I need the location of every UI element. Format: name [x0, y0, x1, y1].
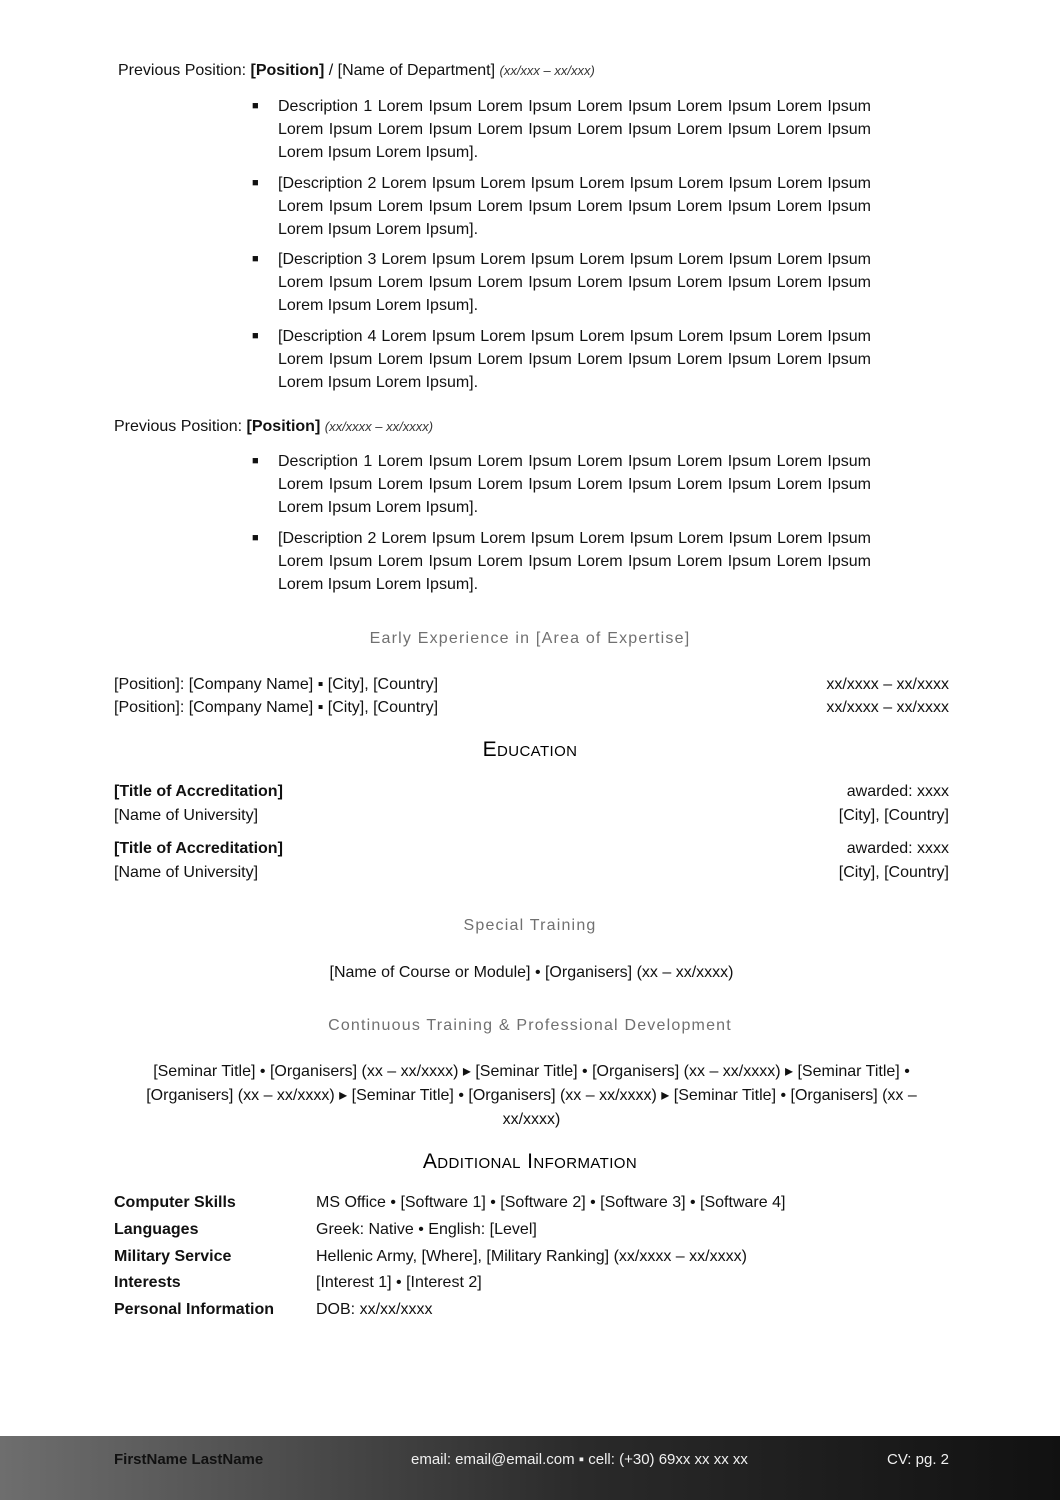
- accreditation-title: [Title of Accreditation]: [114, 783, 283, 800]
- position-1-descriptions: [250, 95, 871, 401]
- additional-info-row: [114, 1297, 949, 1324]
- special-training-text: [Name of Course or Module] • [Organisers] (xx – xx/xxxx): [329, 964, 734, 981]
- awarded-date: awarded: xxxx: [846, 783, 949, 800]
- list-item: ■ [Description 2 Lorem Ipsum Lorem Ipsum Lorem Ipsum Lorem Ipsum Lorem Ipsum Lorem Ipsum Lorem Ipsum Lorem Ipsum Lorem Ipsum Lorem Ipsum Lorem Ipsum Lorem Ipsum Lorem Ipsum].: [250, 172, 871, 241]
- list-item: ■ [Description 2 Lorem Ipsum Lorem Ipsum Lorem Ipsum Lorem Ipsum Lorem Ipsum Lorem Ipsum Lorem Ipsum Lorem Ipsum Lorem Ipsum Lorem Ipsum Lorem Ipsum Lorem Ipsum Lorem Ipsum].: [250, 527, 871, 596]
- info-value: MS Office • [Software 1] • [Software 2] • [Software 3] • [Software 4]: [316, 1194, 786, 1211]
- info-value: DOB: xx/xx/xxxx: [316, 1301, 433, 1318]
- continuous-training-heading: Continuous Training & Professional Development: [328, 1017, 732, 1034]
- continuous-training-line: [Seminar Title] • [Organisers] (xx – xx/xxxx) ▸ [Seminar Title] • [Organisers] (xx – xx/xxxx) ▸ [Seminar Title] •: [153, 1063, 910, 1080]
- info-label: Personal Information: [114, 1301, 275, 1318]
- info-label: Military Service: [114, 1248, 232, 1265]
- early-experience-heading: Early Experience in [Area of Expertise]: [369, 630, 691, 647]
- list-item: ■ [Description 3 Lorem Ipsum Lorem Ipsum Lorem Ipsum Lorem Ipsum Lorem Ipsum Lorem Ipsum Lorem Ipsum Lorem Ipsum Lorem Ipsum Lorem Ipsum Lorem Ipsum Lorem Ipsum Lorem Ipsum].: [250, 248, 871, 317]
- position-2-title: [Position]: [246, 418, 321, 435]
- special-training-heading: Special Training: [463, 917, 597, 934]
- info-value: [Interest 1] • [Interest 2]: [316, 1274, 482, 1291]
- list-item: ■ Description 1 Lorem Ipsum Lorem Ipsum Lorem Ipsum Lorem Ipsum Lorem Ipsum Lorem Ipsum Lorem Ipsum Lorem Ipsum Lorem Ipsum Lorem Ipsum Lorem Ipsum Lorem Ipsum Lorem Ipsum].: [250, 95, 871, 164]
- additional-info-row: [114, 1190, 949, 1217]
- info-value: Greek: Native • English: [Level]: [316, 1221, 537, 1238]
- early-experience-row: [Position]: [Company Name] ▪ [City], [Country] xx/xxxx – xx/xxxx: [114, 676, 949, 693]
- additional-info-row: [114, 1270, 949, 1297]
- list-item: ■ [Description 4 Lorem Ipsum Lorem Ipsum Lorem Ipsum Lorem Ipsum Lorem Ipsum Lorem Ipsum Lorem Ipsum Lorem Ipsum Lorem Ipsum Lorem Ipsum Lorem Ipsum Lorem Ipsum Lorem Ipsum].: [250, 325, 871, 394]
- position-2-dates: (xx/xxxx – xx/xxxx): [324, 419, 434, 434]
- education-entry-title-row: [114, 837, 949, 860]
- additional-info-row: [114, 1244, 949, 1271]
- accreditation-title: [Title of Accreditation]: [114, 840, 283, 857]
- position-2-prefix: Previous Position:: [114, 418, 243, 435]
- footer-name: FirstName LastName: [114, 1451, 264, 1468]
- info-label: Languages: [114, 1221, 199, 1238]
- position-1-prefix: Previous Position:: [118, 62, 247, 79]
- footer-page-number: CV: pg. 2: [887, 1451, 949, 1468]
- continuous-training-line: [Organisers] (xx – xx/xxxx) ▸ [Seminar Title] • [Organisers] (xx – xx/xxxx) ▸ [Seminar Title] • [Organisers] (xx –: [146, 1087, 917, 1104]
- footer-contact: email: email@email.com ▪ cell: (+30) 69xx xx xx xx: [411, 1451, 748, 1468]
- bullet-icon: ■: [252, 253, 259, 265]
- university-name: [Name of University]: [114, 864, 259, 881]
- education-entry-university-row: [114, 861, 949, 884]
- early-experience-row: [Position]: [Company Name] ▪ [City], [Country] xx/xxxx – xx/xxxx: [114, 699, 949, 716]
- info-label: Computer Skills: [114, 1194, 236, 1211]
- university-location: [City], [Country]: [838, 864, 949, 881]
- position-1-department: / [Name of Department]: [328, 62, 496, 79]
- awarded-date: awarded: xxxx: [846, 840, 949, 857]
- position-1-header: [118, 61, 595, 81]
- bullet-icon: ■: [252, 176, 259, 189]
- list-item: ■ Description 1 Lorem Ipsum Lorem Ipsum Lorem Ipsum Lorem Ipsum Lorem Ipsum Lorem Ipsum Lorem Ipsum Lorem Ipsum Lorem Ipsum Lorem Ipsum Lorem Ipsum Lorem Ipsum Lorem Ipsum].: [250, 450, 871, 519]
- additional-info-heading: Additional Information: [422, 1150, 638, 1173]
- info-label: Interests: [114, 1274, 181, 1291]
- position-2-header: [114, 417, 433, 437]
- university-name: [Name of University]: [114, 807, 259, 824]
- additional-info-row: [114, 1217, 949, 1244]
- page-footer: [0, 1436, 1060, 1500]
- info-value: Hellenic Army, [Where], [Military Ranking] (xx/xxxx – xx/xxxx): [316, 1248, 747, 1265]
- bullet-icon: ■: [252, 455, 259, 467]
- university-location: [City], [Country]: [838, 807, 949, 824]
- bullet-icon: ■: [252, 531, 259, 544]
- bullet-icon: ■: [252, 329, 259, 342]
- position-1-dates: (xx/xxx – xx/xxx): [499, 63, 595, 78]
- position-1-title: [Position]: [250, 62, 325, 79]
- bullet-icon: ■: [252, 100, 259, 112]
- education-entry-title-row: [114, 780, 949, 803]
- position-2-descriptions: [250, 450, 871, 603]
- education-heading: Education: [482, 738, 578, 761]
- continuous-training-line: xx/xxxx): [502, 1111, 561, 1128]
- education-entry-university-row: [114, 804, 949, 827]
